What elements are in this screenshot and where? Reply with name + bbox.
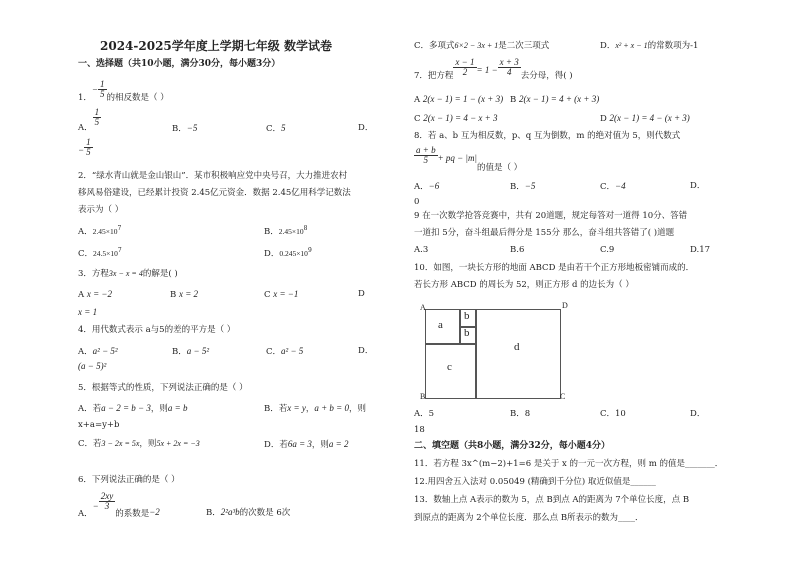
q10-option-c[interactable]: C．10 [600, 409, 626, 419]
q1-option-a[interactable]: A． $\frac{1}{5}$ [78, 107, 100, 133]
q9-option-a[interactable]: A.3 [414, 245, 429, 255]
q1-option-c[interactable]: C．5 [266, 123, 286, 134]
question-10-line-2: 若长方形 ABCD 的周长为 52，则正方形 d 的边长为（ ） [414, 280, 634, 290]
question-3: 3．方程3x − x = 4的解是( ) [78, 269, 178, 279]
q9-option-d[interactable]: D.17 [690, 245, 711, 255]
q1-option-d[interactable]: D． [358, 123, 374, 133]
vertex-c-label: C [560, 392, 566, 401]
question-7: 7．把方程 $\frac{x - 1}{2}$ = 1 − $\frac{x + 3}{4}$ 去分母，得( ) [414, 57, 573, 81]
page-title: 2024-2025学年度上学期七年级 数学试卷 [100, 39, 332, 53]
q5-option-b[interactable]: B．若x = y，a + b = 0，则 [264, 403, 366, 414]
q10-option-b[interactable]: B．8 [510, 409, 531, 419]
q7-option-a[interactable]: A 2(x − 1) = 1 − (x + 3) [414, 94, 504, 105]
q9-option-c[interactable]: C.9 [600, 245, 615, 255]
q3-option-b[interactable]: B x = 2 [170, 289, 199, 300]
q5-option-d[interactable]: D．若6a = 3，则a = 2 [264, 439, 349, 450]
q6-option-b[interactable]: B．2²a³b的次数是 6次 [206, 507, 291, 518]
question-2-line-3: 表示为（ ） [78, 205, 124, 215]
square-b-bottom-label: b [464, 327, 470, 339]
q7-option-b[interactable]: B 2(x − 1) = 4 + (x + 3) [510, 94, 600, 105]
square-c-label: c [447, 361, 452, 373]
q3-option-d[interactable]: D [358, 289, 365, 299]
q5-option-a[interactable]: A．若a − 2 = b − 3，则a = b [78, 403, 188, 414]
square-d-label: d [514, 341, 520, 353]
q3-option-d-value: x = 1 [78, 307, 98, 317]
question-4: 4．用代数式表示 a与5的差的平方是（ ） [78, 325, 236, 335]
vertex-a-label: A [420, 303, 426, 312]
q8-option-b[interactable]: B．−5 [510, 181, 536, 192]
q4-option-d[interactable]: D． [358, 346, 374, 356]
q10-option-d-value: 18 [414, 425, 425, 435]
question-5: 5．根据等式的性质，下列说法正确的是（ ） [78, 383, 248, 393]
q4-option-b[interactable]: B．a − 5² [172, 346, 210, 357]
q8-option-d-value: 0 [414, 197, 420, 207]
q7-option-d[interactable]: D 2(x − 1) = 4 − (x + 3) [600, 113, 690, 124]
q1-option-b[interactable]: B．−5 [172, 123, 198, 134]
question-6: 6．下列说法正确的是（ ） [78, 475, 180, 485]
question-2-line-2: 移风易俗建设，已经累计投资 2.45亿元资金．数据 2.45亿用科学记数法 [78, 188, 351, 198]
question-2-line-1: 2．“绿水青山就是金山银山”．某市积极响应党中央号召，大力推进农村 [78, 171, 348, 181]
rectangle-figure [420, 302, 570, 402]
square-b-top-label: b [464, 310, 470, 322]
q4-option-d-value: (a − 5)² [78, 361, 107, 371]
vertex-b-label: B [420, 392, 426, 401]
question-8-expression: $\frac{a + b}{5}$ + pq − |m|的值是（ ） [416, 145, 523, 173]
q2-option-c[interactable]: C．$24.5\times 10^7$ [78, 247, 122, 259]
q10-option-a[interactable]: A．5 [414, 409, 435, 419]
vertex-d-label: D [562, 301, 568, 310]
q8-option-c[interactable]: C．−4 [600, 181, 626, 192]
q5-option-b-result: x+a=y+b [78, 420, 120, 430]
square-d [475, 309, 561, 399]
question-11: 11．若方程 3x^(m−2)+1=6 是关于 x 的一元一次方程，则 m 的值是_______． [414, 459, 724, 469]
q10-option-d[interactable]: D． [690, 409, 706, 419]
question-8-line-1: 8．若 a、b 互为相反数，p、q 互为倒数，m 的绝对值为 5，则代数式 [414, 131, 681, 141]
question-13-line-2: 到原点的距离为 2个单位长度．那么点 B所表示的数为____． [414, 513, 644, 523]
q4-option-a[interactable]: A．a² − 5² [78, 346, 118, 357]
square-a-label: a [438, 319, 443, 331]
question-12: 12.用四舍五入法对 0.05049 (精确到千分位) 取近似值是______ [414, 477, 656, 487]
q6-option-a[interactable]: A．− $\frac{2xy}{3}$ 的系数是−2 [78, 491, 160, 519]
square-a [425, 309, 461, 345]
question-1: 1．− $\frac{1}{5}$ 的相反数是（ ） [78, 79, 169, 103]
q1-option-d-value: − $\frac{1}{5}$ [78, 137, 91, 158]
q3-option-c[interactable]: C x = −1 [264, 289, 299, 300]
q8-option-a[interactable]: A．−6 [414, 181, 440, 192]
question-10-line-1: 10．如图，一块长方形的地面 ABCD 是由若干个正方形地板密铺而成的． [414, 263, 695, 273]
section-2-heading: 二、填空题（共8小题，满分32分，每小题4分） [414, 441, 611, 451]
q7-option-c[interactable]: C 2(x − 1) = 4 − x + 3 [414, 113, 498, 124]
question-9-line-2: 一道扣 5分，奋斗组最后得分是 155分 那么，奋斗组共答错了( )道题 [414, 228, 675, 238]
q6-option-c[interactable]: C．多项式6×2 − 3x + 1是二次三项式 [414, 41, 550, 51]
section-1-heading: 一、选择题（共10小题，满分30分，每小题3分） [78, 59, 281, 69]
q2-option-b[interactable]: B．$2.45\times 10^8$ [264, 225, 308, 237]
q9-option-b[interactable]: B.6 [510, 245, 525, 255]
q6-option-d[interactable]: D．x² + x − 1的常数项为-1 [600, 41, 699, 51]
q4-option-c[interactable]: C．a² − 5 [266, 346, 304, 357]
q2-option-d[interactable]: D．$0.245\times 10^9$ [264, 247, 312, 259]
q8-option-d[interactable]: D． [690, 181, 706, 191]
q5-option-c[interactable]: C．若3 − 2x = 5x，则5x + 2x = −3 [78, 439, 200, 449]
question-13-line-1: 13．数轴上点 A表示的数为 5，点 B到点 A的距离为 7个单位长度，点 B [414, 495, 690, 505]
q3-option-a[interactable]: A x = −2 [78, 289, 112, 300]
question-9-line-1: 9 在一次数学抢答竞赛中，共有 20道题，规定每答对一道得 10分、答错 [414, 211, 688, 221]
q2-option-a[interactable]: A．$2.45\times 10^7$ [78, 225, 122, 237]
